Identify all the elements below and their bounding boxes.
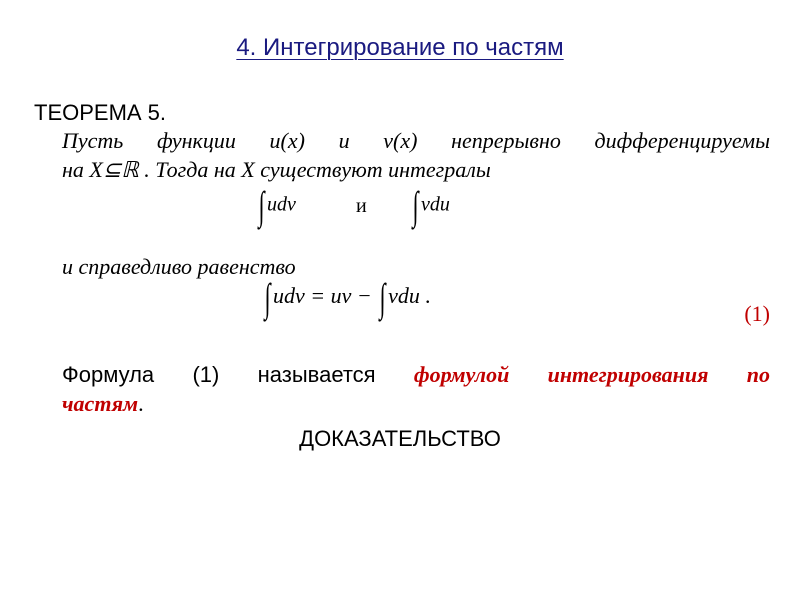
integral-sign: ∫	[412, 183, 419, 228]
theorem-line-3: и справедливо равенство	[62, 254, 296, 279]
equation-lhs: udv	[272, 283, 305, 309]
theorem-word: функции	[156, 128, 236, 153]
integration-by-parts-equation	[262, 275, 431, 320]
theorem-line-2: на X⊆ℝ . Тогда на X существуют интегралы	[62, 157, 491, 182]
highlight-term: частям	[62, 391, 139, 416]
formula-sentence-line-1	[62, 362, 770, 388]
equation-middle: = uv −	[304, 283, 378, 309]
slide-title-text: 4. Интегрирование по частям	[236, 34, 564, 61]
theorem-line-1	[62, 128, 770, 154]
formula-reference: (1)	[192, 362, 220, 387]
integral-sign: ∫	[264, 275, 271, 320]
highlight-term: формулой	[413, 362, 510, 387]
sentence-end: .	[138, 391, 144, 416]
integral-sign: ∫	[258, 183, 265, 228]
integral-udv	[256, 183, 296, 228]
integral-sign: ∫	[379, 275, 386, 320]
theorem-word: Пусть	[62, 128, 124, 153]
integral-vdu-text: vdu	[420, 193, 450, 216]
integral-udv-text: udv	[266, 193, 296, 216]
highlight-term: по	[746, 362, 770, 387]
theorem-word: непрерывно	[451, 128, 561, 153]
formula-word: Формула	[62, 362, 155, 387]
theorem-word: u(x)	[269, 128, 305, 153]
formula-sentence-line-2	[62, 391, 144, 417]
slide-title	[0, 34, 800, 62]
theorem-word: дифференцируемы	[594, 128, 770, 153]
integral-vdu	[410, 183, 450, 228]
theorem-word: и	[338, 128, 350, 153]
theorem-label: ТЕОРЕМА 5.	[34, 100, 167, 125]
equation-end: .	[419, 283, 431, 309]
highlight-term: интегрирования	[547, 362, 709, 387]
integral-conjunction: и	[356, 195, 367, 217]
formula-word: называется	[257, 362, 376, 387]
proof-heading: ДОКАЗАТЕЛЬСТВО	[299, 426, 501, 451]
theorem-word: v(x)	[383, 128, 418, 153]
equation-rhs: vdu	[388, 283, 420, 309]
equation-number: (1)	[744, 301, 770, 326]
